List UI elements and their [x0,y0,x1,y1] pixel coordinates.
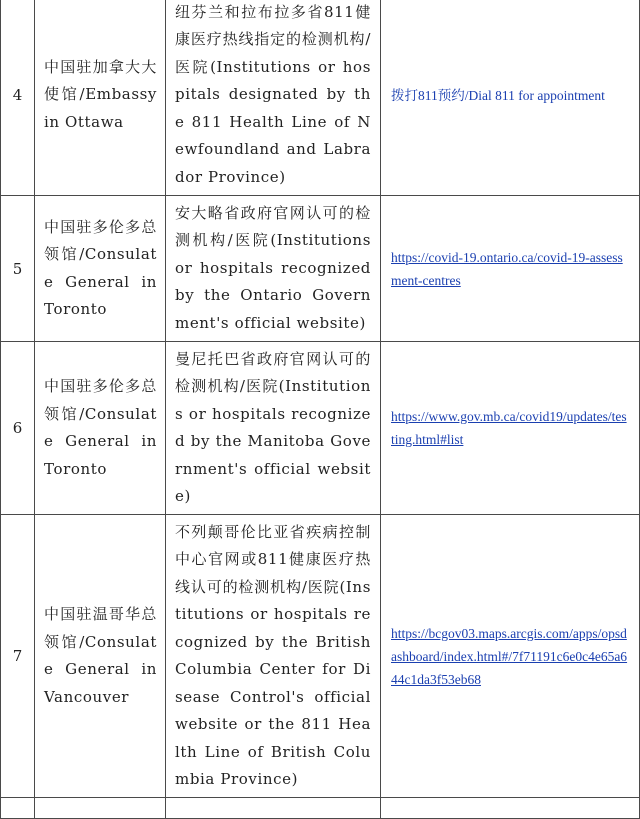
table-row [1,342,640,515]
row-number: 5 [1,196,35,342]
website-cell [381,515,640,798]
diplomatic-mission: 中国驻加拿大大使馆/Embassy in Ottawa [35,0,166,196]
diplomatic-mission: 中国驻多伦多总领馆/Consulate General in Toronto [35,196,166,342]
designated-institution: 曼尼托巴省政府官网认可的检测机构/医院(Institutions or hospitals recognized by the Manitoba Government's official website) [166,342,381,515]
diplomatic-mission: 中国驻多伦多总领馆/Consulate General in Toronto [35,342,166,515]
bc-dashboard-link[interactable]: https://bcgov03.maps.arcgis.com/apps/opsdashboard/index.html#/7f71191c6e0c4e65a644c1da3f53eb68 [391,625,628,687]
row-number: 4 [1,0,35,196]
designated-institution: 安大略省政府官网认可的检测机构/医院(Institutions or hospitals recognized by the Ontario Government's official website) [166,196,381,342]
table-row [1,0,640,196]
table-row [1,196,640,342]
appointment-instruction: 拨打811预约/Dial 811 for appointment [391,87,605,103]
ontario-assessment-link[interactable]: https://covid-19.ontario.ca/covid-19-assessment-centres [391,249,623,288]
website-cell [381,196,640,342]
empty-cell [35,798,166,819]
designated-institution: 纽芬兰和拉布拉多省811健康医疗热线指定的检测机构/医院(Institutions or hospitals designated by the 811 Health Line of Newfoundland and Labrador Province) [166,0,381,196]
row-number: 7 [1,515,35,798]
table-row-partial [1,798,640,819]
manitoba-testing-link[interactable]: https://www.gov.mb.ca/covid19/updates/testing.html#list [391,409,627,447]
website-cell [381,342,640,515]
table-row [1,515,640,798]
empty-cell [381,798,640,819]
empty-cell [1,798,35,819]
designated-institution: 不列颠哥伦比亚省疾病控制中心官网或811健康医疗热线认可的检测机构/医院(Institutions or hospitals recognized by the British Columbia Center for Disease Control's official website or the 811 Health Line of British Columbia Province) [166,515,381,798]
row-number: 6 [1,342,35,515]
appointment-cell [381,0,640,196]
diplomatic-mission: 中国驻温哥华总领馆/Consulate General in Vancouver [35,515,166,798]
empty-cell [166,798,381,819]
